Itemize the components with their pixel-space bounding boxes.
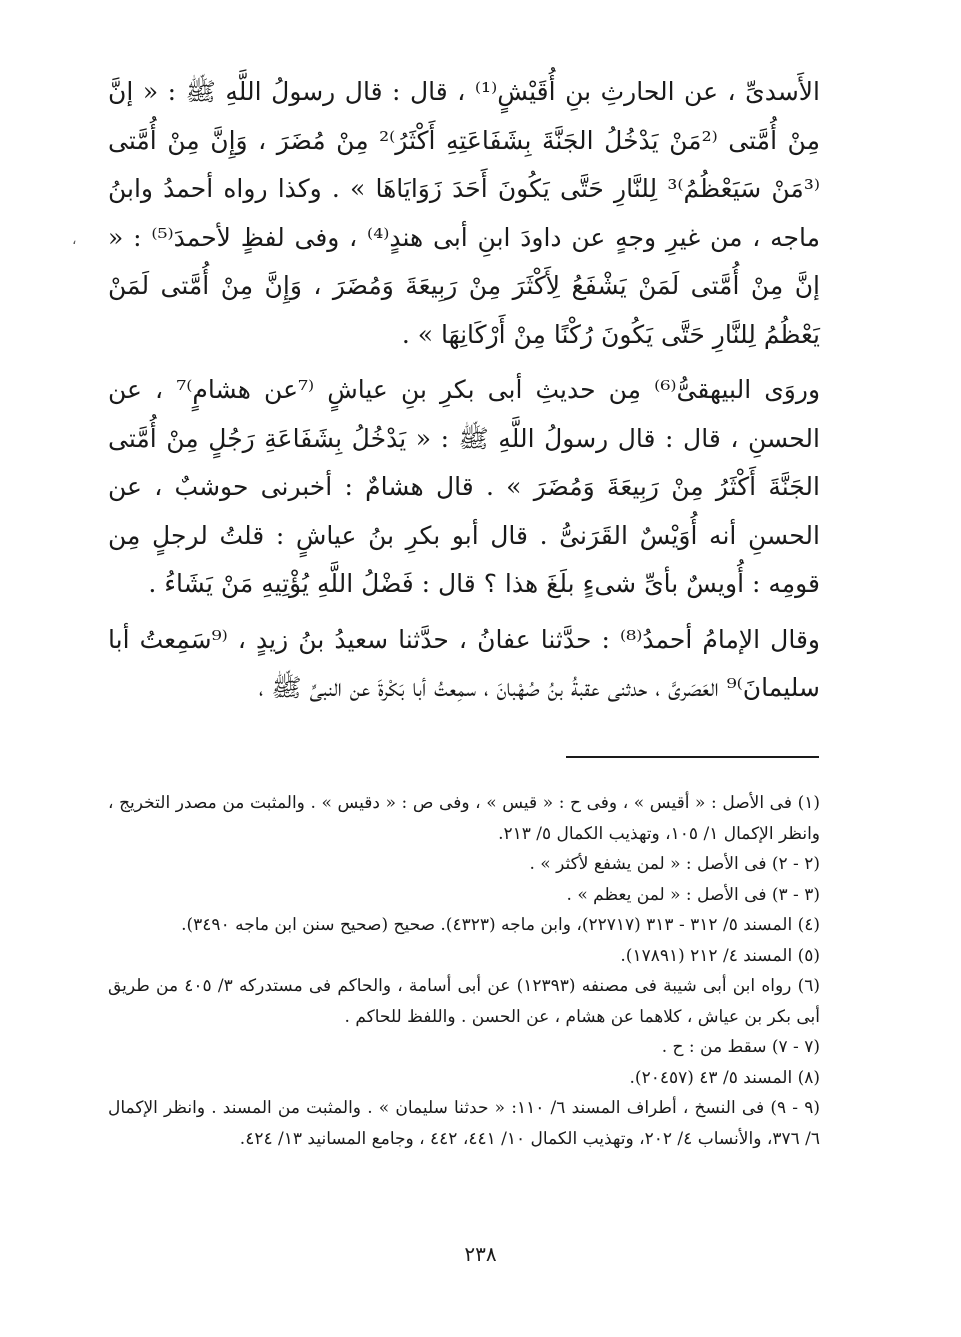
footnotes <box>108 788 820 1154</box>
footnote-7: (٧ - ٧) سقط من : ح . <box>661 1037 820 1057</box>
footnote-6: (٦) رواه ابن أبى شيبة فى مصنفه (١٢٣٩٣) عن أبى أسامة ، والحاكم فى مستدركه ٣/ ٤٠٥ من طريق أبى بكر بن عياش ، كلاهما عن هشام ، عن الحسن . واللفظ للحاكم . <box>108 976 820 1027</box>
footnote-4: (٤) المسند ٥/ ٣١٢ - ٣١٣ (٢٢٧١٧)، وابن ماجه (٤٣٢٣). صحيح (صحيح سنن ابن ماجه ٣٤٩٠). <box>181 915 820 935</box>
footnote-2: (٢ - ٢) فى الأصل : « لمن يشفع لأكثر » . <box>529 854 820 874</box>
footnote-3: (٣ - ٣) فى الأصل : « لمن يعظم » . <box>566 884 820 905</box>
margin-mark: ، <box>72 232 77 248</box>
paragraph-3: وقال الإمامُ أحمدُ⁽⁸⁾ : حدَّثنا عفانُ ، حدَّثنا سعيدُ بنُ زيدٍ ، ⁽⁹سَمِعتُ أبا سليمانَ⁾⁹ العَصَرىَّ ، حدثنى عقبةُ بنُ صُهْبانَ ، سمِعتُ أبا بَكْرةَ عن النبىِّ ﷺ ، <box>108 624 820 702</box>
footnote-8: (٨) المسند ٥/ ٤٣ (٢٠٤٥٧). <box>629 1067 820 1088</box>
paragraph-2: وروَى البيهقىُّ⁽⁶⁾ مِن حديثِ أبى بكرِ بنِ عياشٍ ⁽⁷عن هشامٍ⁾⁷ ، عن الحسنِ ، قال : قال رسولُ اللَّهِ ﷺ : « يَدْخُلُ بِشَفَاعَةِ رَجُلٍ مِنْ أُمَّتى الجَنَّةَ أَكْثَرُ مِنْ رَبِيعَةَ وَمُضَرَ » . قال هشامٌ : أخبرنى حوشبٌ ، عن الحسنِ أنه أُوَيْسٌ القَرَنىُّ . قال أبو بكرِ بنُ عياشٍ : قلتُ لرجلٍ مِن قومِه : أُويسٌ بأىِّ شىءٍ بلَغَ هذا ؟ قال : فَضْلُ اللَّهِ يُؤْتِيهِ مَنْ يَشَاءُ . <box>108 375 821 598</box>
footnote-separator <box>566 756 819 758</box>
footnote-1: (١) فى الأصل : « أقيس » ، وفى ح : « قيس » ، وفى ص : « دقيس » . والمثبت من مصدر التخريج ، وانظر الإكمال ١/ ١٠٥، وتهذيب الكمال ٥/ ٢١٣. <box>108 793 820 844</box>
footnote-9: (٩ - ٩) فى النسخ ، أطراف المسند ٦/ ١١٠: « حدثنا سليمان » . والمثبت من المسند . وانظر الإكمال ٦/ ٣٧٦، والأنساب ٤/ ٢٠٢، وتهذيب الكمال ١٠/ ٤٤١، ٤٤٢ ، وجامع المسانيد ١٣/ ٤٢٤. <box>108 1098 820 1149</box>
main-text <box>108 68 820 713</box>
paragraph-1: الأَسدىِّ ، عن الحارثِ بنِ أُقَيْشٍ⁽¹⁾ ، قال : قال رسولُ اللَّهِ ﷺ : « إنَّ مِنْ أُمَّتى ⁽²مَنْ يَدْخُلُ الجَنَّةَ بِشَفَاعَتِهِ أَكْثَرُ⁾² مِنْ مُضَرَ ، وَإِنَّ مِنْ أُمَّتى ⁽³مَنْ سَيَعْظُمُ⁾³ لِلنَّارِ حَتَّى يَكُونَ أَحَدَ زَوَايَاهَا » . وكذا رواه أحمدُ وابنُ ماجه ، من غيرِ وجهٍ عن داودَ ابنِ أبى هندٍ⁽⁴⁾ ، وفى لفظٍ لأحمدَ⁽⁵⁾ : « إنَّ مِنْ أُمَّتى لَمَنْ يَشْفَعُ لِأَكْثَرَ مِنْ رَبِيعَةَ وَمُضَرَ ، وَإِنَّ مِنْ أُمَّتى لَمَنْ يَعْظُمُ لِلنَّارِ حَتَّى يَكُونَ رُكْنًا مِنْ أَرْكَانِهَا » . <box>108 77 820 349</box>
footnote-5: (٥) المسند ٤/ ٢١٢ (١٧٨٩١). <box>620 945 820 966</box>
page-number: ٢٣٨ <box>464 1242 497 1266</box>
